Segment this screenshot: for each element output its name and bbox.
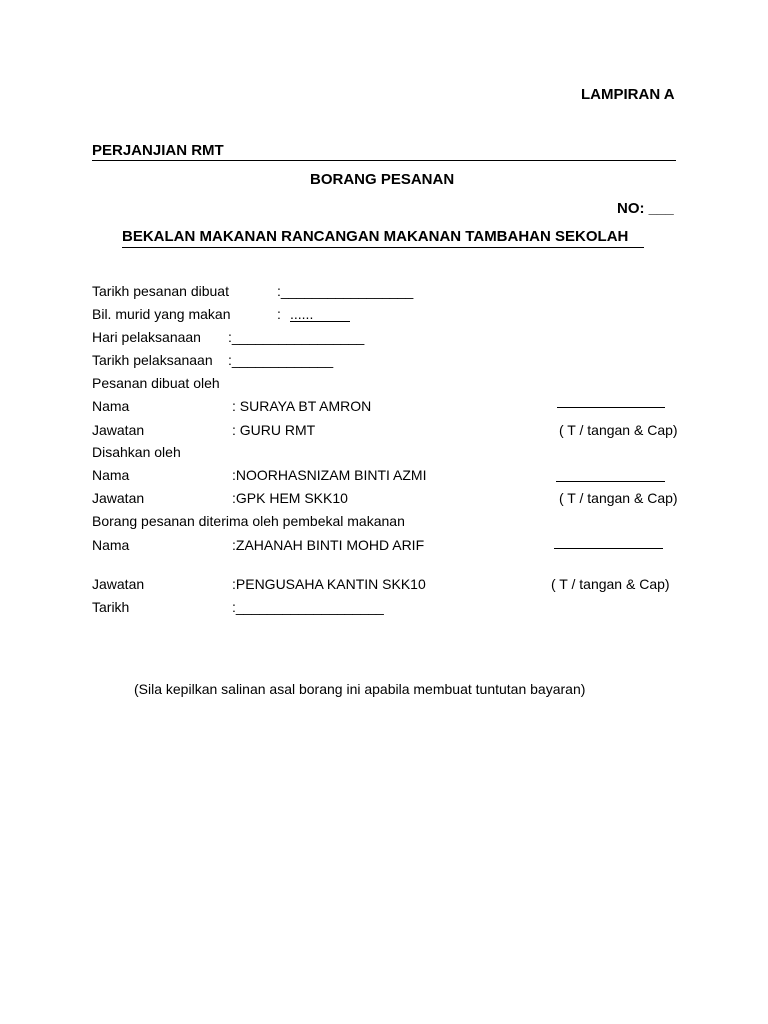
exec-date-label: Tarikh pelaksanaan [92,352,213,368]
agreement-title: PERJANJIAN RMT [92,142,224,159]
received-by-heading: Borang pesanan diterima oleh pembekal makanan [92,513,405,529]
made-by-signature-note: ( T / tangan & Cap) [559,422,678,438]
approved-by-name-label: Nama [92,467,130,483]
approved-by-signature-note: ( T / tangan & Cap) [559,490,678,506]
made-by-name-value: : SURAYA BT AMRON [232,398,372,414]
received-by-date-label: Tarikh [92,599,130,615]
date-made-value: :_________________ [277,283,414,299]
subject-underline [122,247,644,248]
form-number: NO: ___ [617,200,674,217]
received-by-signature-line [554,548,663,549]
footer-note: (Sila kepilkan salinan asal borang ini apabila membuat tuntutan bayaran) [134,681,586,697]
subject-title: BEKALAN MAKANAN RANCANGAN MAKANAN TAMBAHAN SEKOLAH [122,228,629,245]
appendix-label: LAMPIRAN A [581,86,675,103]
received-by-date-value: :___________________ [232,599,384,615]
students-underline [290,321,350,322]
made-by-position-label: Jawatan [92,422,145,438]
received-by-name-value: :ZAHANAH BINTI MOHD ARIF [232,537,425,553]
exec-day-label: Hari pelaksanaan [92,329,201,345]
approved-by-signature-line [556,481,665,482]
students-value: ...... [290,306,314,322]
students-label: Bil. murid yang makan [92,306,231,322]
form-title: BORANG PESANAN [310,171,455,188]
made-by-heading: Pesanan dibuat oleh [92,375,220,391]
approved-by-position-label: Jawatan [92,490,145,506]
approved-by-position-value: :GPK HEM SKK10 [232,490,348,506]
approved-by-name-value: :NOORHASNIZAM BINTI AZMI [232,467,427,483]
agreement-underline [92,160,676,161]
approved-by-heading: Disahkan oleh [92,444,181,460]
students-colon: : [277,306,281,322]
exec-date-value: :_____________ [228,352,334,368]
made-by-position-value: : GURU RMT [232,422,316,438]
made-by-name-label: Nama [92,398,130,414]
received-by-name-label: Nama [92,537,130,553]
received-by-signature-note: ( T / tangan & Cap) [551,576,670,592]
exec-day-value: :_________________ [228,329,365,345]
date-made-label: Tarikh pesanan dibuat [92,283,229,299]
received-by-position-value: :PENGUSAHA KANTIN SKK10 [232,576,426,592]
received-by-position-label: Jawatan [92,576,145,592]
made-by-signature-line [557,407,665,408]
